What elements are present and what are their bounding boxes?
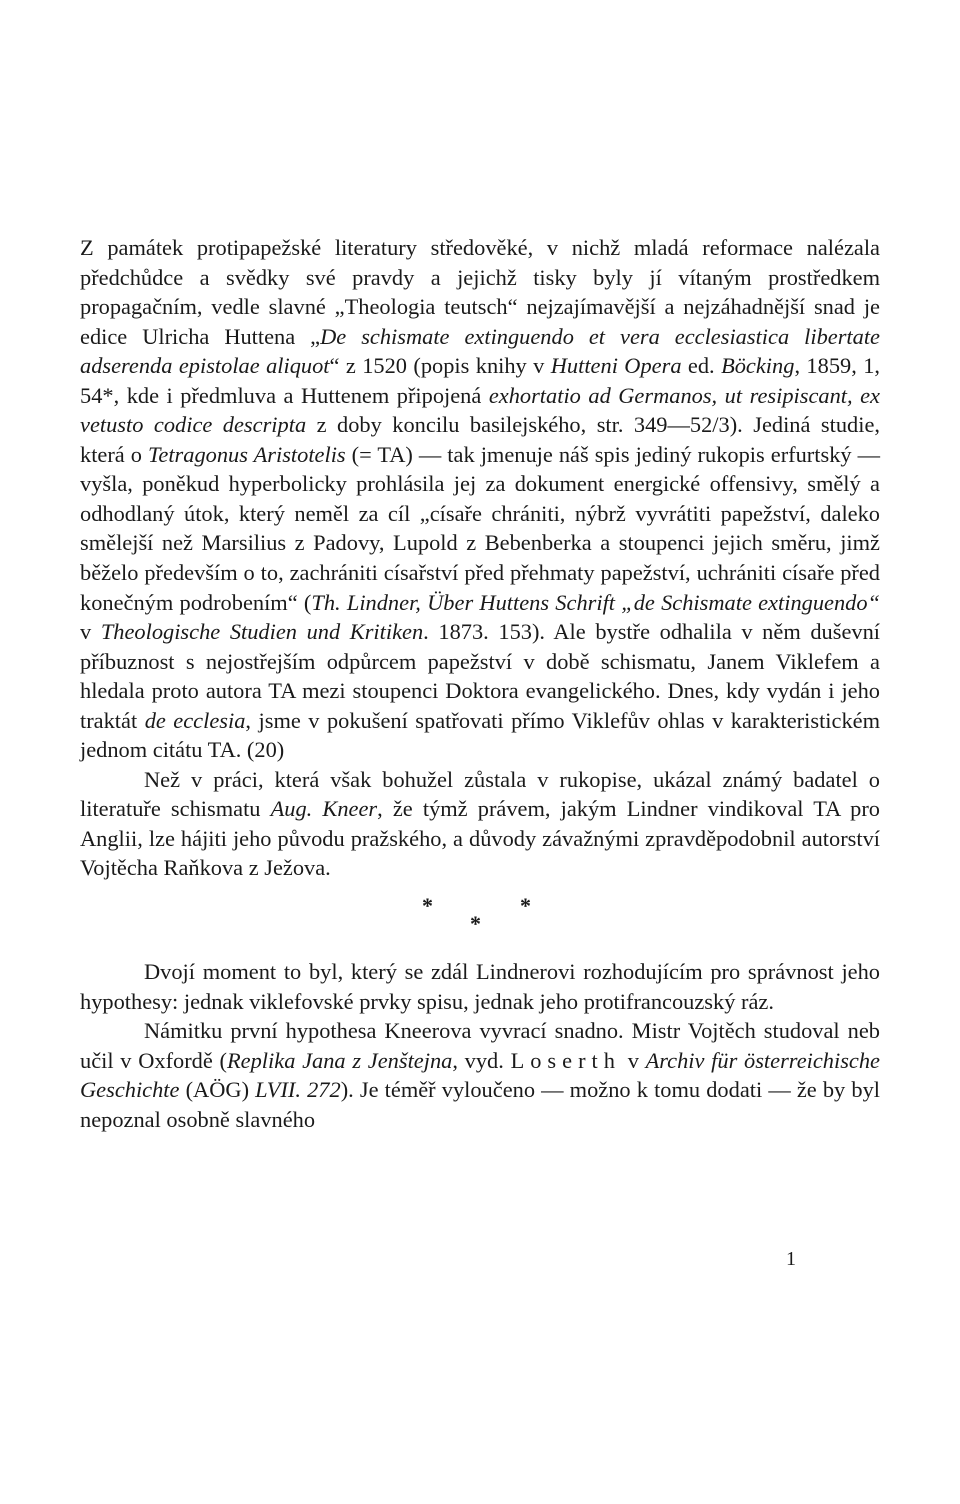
text-span: v	[80, 619, 101, 645]
italic-text-span: Aug. Kneer	[270, 796, 378, 822]
italic-text-span: exhortatio ad Germanos, ut resipiscant, ex vetusto codice descripta	[80, 382, 880, 438]
text-span: , vyd.	[452, 1047, 511, 1073]
italic-text-span: LVII. 272	[255, 1077, 341, 1103]
text-span: Než v práci, která však bohužel zůstala v rukopise, ukázal známý badatel o literatuře schismatu	[80, 766, 880, 822]
separator-asterisk: *	[520, 893, 531, 919]
text-span: ). Je téměř vyloučeno — možno k tomu dodati — že by byl nepoznal osobně slavného	[80, 1077, 880, 1132]
text-span: “ z 1520 (popis knihy v	[329, 353, 551, 379]
text-span: z doby koncilu basilejského, str. 349—52/3). Jediná studie, která o	[80, 412, 880, 467]
separator-asterisk: *	[422, 893, 433, 919]
text-span: Dvojí moment to byl, který se zdál Lindnerovi rozhodujícím pro správnost jeho hypothesy: jednak viklefovské prvky spisu, jednak jeho protifrancouzský ráz.	[80, 959, 880, 1014]
paragraph-1	[80, 233, 880, 765]
italic-text-span: Replika Jana z Jenštejna	[227, 1047, 453, 1073]
text-span: Z památek protipapežské literatury středověké, v nichž mladá reformace nalézala předchůdce a svědky své pravdy a jejichž tisky byly jí vítaným prostředkem propagačním, vedle slavné „Theologia teutsch“ nejzajímavější a nejzáhadnější snad je edice Ulricha Huttena „	[80, 235, 880, 349]
text-span: ed.	[681, 353, 722, 379]
paragraph-3	[80, 957, 880, 1016]
italic-text-span: Th. Lindner, Über Huttens Schrift „de Schismate extinguendo“	[311, 589, 881, 615]
text-span: . 1873. 153). Ale bystře odhalila v něm duševní příbuznost s nejostřejším odpůrcem papežství v době schismatu, Janem Viklefem a hledala proto autora TA mezi stoupenci Doktora evangelického. Dnes, kdy vydán i jeho traktát	[80, 619, 880, 733]
text-span: (AÖG)	[179, 1077, 256, 1103]
text-span: v	[620, 1047, 646, 1073]
paragraph-4	[80, 1016, 880, 1134]
text-span: (= TA) — tak jmenuje náš spis jediný rukopis erfurtský — vyšla, poněkud hyperbolicky prohlásila jej za dokument energické offensivy, smělý a odhodlaný útok, který neměl za cíl „císaře chrániti, nýbrž vyvrátiti papežství, daleko smělejší než Marsilius z Padovy, Lupold z Bebenberka a stoupenci jejich směru, jimž běželo především o to, zachrániti císařství před přehmaty papežství, uchrániti císaře před konečným podrobením“ (	[80, 441, 880, 615]
italic-text-span: De schismate extinguendo et vera ecclesiastica libertate adserenda epistolae aliquot	[80, 323, 880, 379]
separator-asterisk: *	[470, 911, 481, 937]
text-span: , 1859, 1, 54*, kde i předmluva a Huttenem připojená	[80, 353, 880, 408]
page-number: 1	[786, 1248, 796, 1270]
text-span: , že týmž právem, jakým Lindner vindikoval TA pro Anglii, lze hájiti jeho původu pražského, a důvody závažnými zpravděpodobnil autorství Vojtěcha Raňkova z Ježova.	[80, 796, 880, 881]
italic-text-span: de ecclesia	[144, 707, 246, 733]
italic-text-span: Hutteni Opera	[550, 353, 682, 379]
italic-text-span: Archiv für österreichische Geschichte	[80, 1047, 880, 1103]
spaced-name-span: Loserth	[510, 1047, 621, 1073]
italic-text-span: Tetragonus Aristotelis	[148, 441, 346, 467]
page-body	[80, 233, 880, 1134]
text-span: , jsme v pokušení spatřovati přímo Viklefův ohlas v karakteristickém jednom citátu TA. (20)	[80, 707, 881, 763]
paragraph-2	[80, 765, 880, 883]
italic-text-span: Theologische Studien und Kritiken	[100, 619, 424, 645]
section-separator	[80, 889, 880, 949]
italic-text-span: Böcking	[721, 353, 795, 379]
text-span: Námitku první hypothesa Kneerova vyvrací snadno. Mistr Vojtěch studoval neb učil v Oxfordě (	[80, 1018, 880, 1073]
